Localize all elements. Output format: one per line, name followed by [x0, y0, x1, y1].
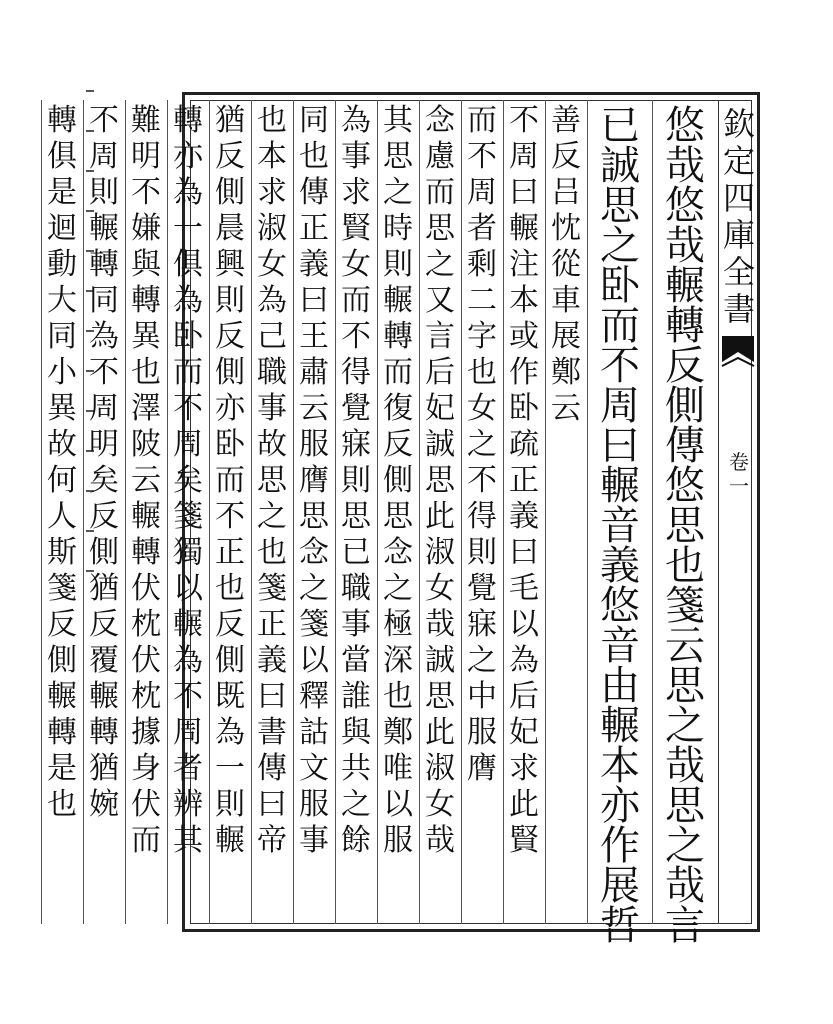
column-rule — [503, 100, 504, 924]
fishtail-mark-icon — [720, 332, 756, 374]
column-rule — [335, 100, 336, 924]
column-rule — [209, 100, 210, 924]
text-column-3: 善 反 吕 忱 從 車 展 鄭 云 — [551, 103, 581, 426]
column-rule — [41, 100, 42, 924]
column-rule — [587, 100, 588, 924]
column-rule — [461, 100, 462, 924]
column-rule — [251, 100, 252, 924]
text-column-9: 同 也 傳 正 義 曰 王 肅 云 服 膺 思 念 之 箋 以 釋 詁 文 服 事 — [299, 103, 329, 858]
column-rule — [419, 100, 420, 924]
text-column-15: 轉 俱 是 迴 動 大 同 小 異 故 何 人 斯 箋 反 側 輾 轉 是 也 — [47, 103, 77, 822]
text-column-11: 猶 反 側 晨 興 則 反 側 亦 卧 而 不 正 也 反 側 既 為 一 則 輾 — [215, 103, 245, 858]
text-column-12: 轉 亦 為 一 俱 為 卧 而 不 周 矣 箋 獨 以 輾 為 不 周 者 辨 其 — [173, 103, 203, 858]
column-rule — [652, 100, 653, 924]
column-rule — [377, 100, 378, 924]
text-column-5: 而 不 周 者 剩 二 字 也 女 之 不 得 則 覺 寐 之 中 服 膺 — [467, 103, 497, 786]
text-column-1: 悠 哉 悠 哉 輾 轉 反 側 傳 悠 思 也 箋 云 思 之 哉 思 之 哉 言 — [665, 103, 705, 949]
column-rule — [545, 100, 546, 924]
column-rule — [83, 100, 84, 924]
margin-volume-label: 卷 一 — [729, 450, 749, 498]
column-rule — [125, 100, 126, 924]
text-column-7: 其 思 之 時 則 輾 轉 而 復 反 側 思 念 之 極 深 也 鄭 唯 以 服 — [383, 103, 413, 858]
text-column-6: 念 慮 而 思 之 又 言 后 妃 誠 思 此 淑 女 哉 誠 思 此 淑 女 哉 — [425, 103, 455, 858]
text-column-8: 為 事 求 賢 女 而 不 得 覺 寐 則 思 已 職 事 當 誰 與 共 之 餘 — [341, 103, 371, 858]
text-column-10: 也 本 求 淑 女 為 己 職 事 故 思 之 也 箋 正 義 曰 書 傳 曰 帝 — [257, 103, 287, 858]
text-column-4: 不 周 曰 輾 注 本 或 作 卧 疏 正 義 曰 毛 以 為 后 妃 求 此 賢 — [509, 103, 539, 858]
text-column-2: 已 誠 思 之 卧 而 不 周 曰 輾 音 義 悠 音 由 輾 本 亦 作 展 哲 — [600, 103, 640, 949]
margin-book-title: 欽 定 四 庫 全 書 — [722, 105, 755, 328]
text-column-14: 不 周 則 輾 轉 同 為 不 周 明 矣 反 側 猶 反 覆 輾 轉 猶 婉 — [89, 103, 119, 822]
text-column-13: 難 明 不 嫌 與 轉 異 也 澤 陂 云 輾 轉 伏 枕 伏 枕 據 身 伏 而 — [131, 103, 161, 858]
column-rule — [167, 100, 168, 924]
column-rule — [293, 100, 294, 924]
